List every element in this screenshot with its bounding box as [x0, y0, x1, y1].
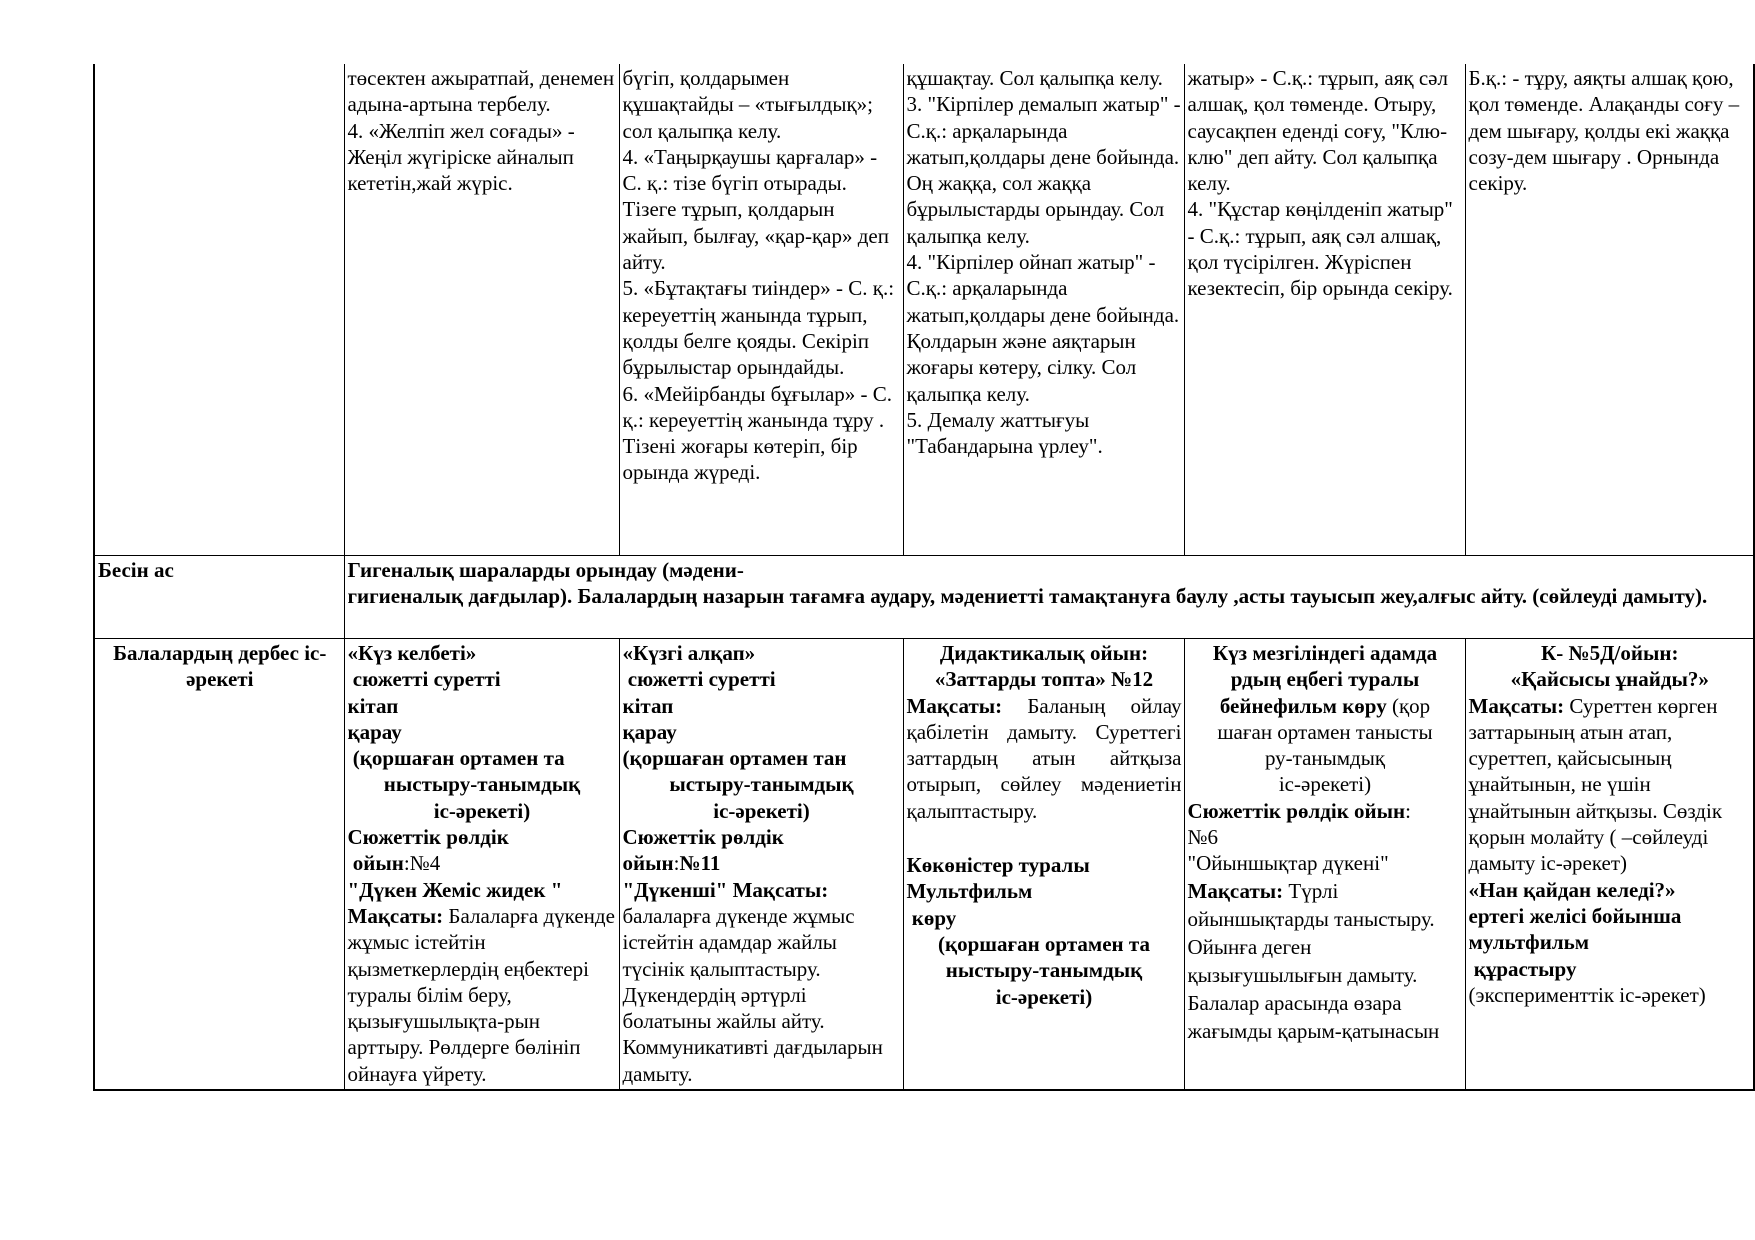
tale-title: ертегі желісі бойынша мультфильм: [1468, 903, 1682, 955]
activity-cell-4: [1184, 639, 1465, 1091]
lunch-text-line-2: гигиеналық дағдылар). Балалардың назарын тағамға аудару, мәдениетті тамақтануға баулу ,асты тауысып жеу,алғыс айту. (сөйлеуді дамыту).: [347, 584, 1708, 609]
lunch-content-cell: [344, 556, 1754, 639]
goal-label: Мақсаты:: [1468, 693, 1565, 718]
game-label: ойын: [622, 851, 674, 876]
activity-subtitle: кітап: [622, 693, 674, 718]
activity-area: (қоршаған ортамен тан: [622, 746, 847, 771]
goal-text: [1469, 693, 1752, 877]
film-title: Мультфильм: [906, 879, 1033, 904]
activity-subtitle: қарау: [622, 719, 677, 744]
activity-title: «Күз келбеті»: [347, 641, 477, 665]
film-title: көру: [906, 905, 957, 930]
tale-note: (эксперименттік іс-әрекет): [1468, 982, 1706, 1007]
goal-body: Суреттен көрген заттарының атын атап, суреттеп, қайсысының ұнайтынын, не үшін ұнайтынын айтқызы. Сөздік қорын молайту ( –сөйлеуді дамыту іс-әрекет): [1468, 693, 1723, 876]
film-title: Көкөністер туралы: [906, 853, 1090, 878]
game-colon: :: [1405, 798, 1411, 823]
game-label: Сюжеттік рөлдік: [622, 825, 784, 850]
activity-subtitle: қарау: [347, 719, 402, 744]
activity-area: ру-танымдық: [1264, 746, 1386, 771]
game-name: "Дүкен Жеміс жидек ": [347, 877, 563, 902]
table-row-independent-activity: [94, 639, 1754, 1091]
goal-text: [1188, 877, 1463, 1045]
goal-label: Мақсаты:: [1187, 878, 1284, 903]
activity-cell-2: [619, 639, 903, 1091]
activity-area: іс-әрекеті): [433, 798, 531, 823]
activity-subtitle: кітап: [347, 693, 399, 718]
activity-title: «Заттарды топта» №12: [934, 667, 1154, 692]
lunch-text-line-1: Гигеналық шараларды орындау (мәдени-: [347, 558, 744, 582]
goal-text: [907, 693, 1182, 824]
activity-cell-5: [1465, 639, 1754, 1091]
activity-title: К- №5Д/ойын:: [1541, 641, 1679, 665]
activity-area: іс-әрекеті): [1278, 772, 1372, 797]
game-number-line: [623, 850, 901, 876]
goal-label: Мақсаты:: [906, 693, 1003, 718]
activity-title: Күз мезгіліндегі адамда: [1212, 641, 1438, 665]
goal-text: [348, 903, 617, 1087]
activity-area: іс-әрекеті): [995, 984, 1093, 1009]
activity-title: «Күзгі алқап»: [622, 641, 756, 665]
game-number: №11: [679, 851, 721, 876]
goal-label: Мақсаты:: [347, 903, 444, 928]
activity-cell-3: [903, 639, 1184, 1091]
game-colon: :: [673, 851, 680, 876]
tale-title: «Нан қайдан келеді?»: [1468, 877, 1676, 902]
activity-area: (қоршаған ортамен та: [347, 746, 565, 771]
table-row-lunch: [94, 556, 1754, 639]
activity-title-line: [1188, 693, 1463, 719]
activity-area: ныстыру-танымдық: [383, 772, 581, 797]
game-name: "Дүкенші" Мақсаты:: [622, 877, 829, 902]
exercise-cell-4: жатыр» - С.қ.: тұрып, аяқ сәл алшақ, қол төменде. Отыру, саусақпен еденді соғу, "Клю-клю" деп айту. Сол қалыпқа келу. 4. "Құстар көңілденіп жатыр" - С.қ.: тұрып, аяқ сәл алшақ, қол түсірілген. Жүріспен кезектесіп, бір орында секіру.: [1184, 64, 1465, 556]
activity-area: (қор: [1386, 693, 1431, 718]
goal-body: Түрлі ойыншықтарды таныстыру. Ойынға деген қызығушылығын дамыту. Балалар арасында өзара жағымды қарым-қатынасын: [1187, 878, 1440, 1043]
exercise-cell-3: құшақтау. Сол қалыпқа келу. 3. "Кірпілер демалып жатыр" - С.қ.: арқаларында жатып,қолдары дене бойында. Оң жаққа, сол жаққа бұрылыстарды орындау. Сол қалыпқа келу. 4. "Кірпілер ойнап жатыр" - С.қ.: арқаларында жатып,қолдары дене бойында. Қолдарын және аяқтарын жоғары көтеру, сілку. Сол қалыпқа келу. 5. Демалу жаттығуы "Табандарына үрлеу".: [903, 64, 1184, 556]
activity-subtitle: сюжетті суретті: [622, 667, 776, 692]
goal-body: Балаларға дүкенде жұмыс істейтін қызметкерлердің еңбектері туралы білім беру, қызығушылықта-рын арттыру. Рөлдерге бөлініп ойнауға үйрету.: [347, 903, 615, 1086]
activity-title: бейнефильм көру: [1219, 693, 1387, 718]
activity-area: ыстыру-танымдық: [669, 772, 854, 797]
goal-body: Баланың ойлау қабілетін дамыту. Суреттегі заттардың атын айтқыза отырып, сөйлеу мәдениетін қалыптастыру.: [906, 693, 1182, 823]
activity-area: іс-әрекеті): [713, 798, 810, 823]
exercise-cell-2: бүгіп, қолдарымен құшақтайды – «тығылдық»; сол қалыпқа келу. 4. «Таңырқаушы қарғалар» - С. қ.: тізе бүгіп отырады. Тізеге тұрып, қолдарын жайып, былғау, «қар-қар» деп айту. 5. «Бұтақтағы тиіндер» - С. қ.: кереуеттің жанында тұрып, қолды белге қояды. Секіріп бұрылыстар орындайды. 6. «Мейірбанды бұғылар» - С. қ.: кереуеттің жанында тұру . Тізені жоғары көтеріп, бір орында жүреді.: [619, 64, 903, 556]
game-name: "Ойыншықтар дүкені": [1187, 851, 1389, 876]
game-label: Сюжеттік рөлдік ойын: [1187, 798, 1406, 823]
exercise-cell-5: Б.қ.: - тұру, аяқты алшақ қою, қол төменде. Алақанды соғу – дем шығару, қолды екі жаққа созу-дем шығару . Орнында секіру.: [1465, 64, 1754, 556]
activity-title: Дидактикалық ойын:: [939, 641, 1149, 665]
daily-plan-table: [93, 64, 1755, 1091]
tale-title: құрастыру: [1468, 956, 1577, 981]
activity-title: рдың еңбегі туралы: [1230, 667, 1420, 692]
game-number: :№4: [403, 851, 441, 876]
activity-area: шаған ортамен танысты: [1217, 719, 1433, 744]
spacer: [907, 824, 1182, 852]
goal-body: балаларға дүкенде жұмыс істейтін адамдар жайлы түсінік қалыптастыру. Дүкендердің әртүрлі болатыны жайлы айту. Коммуникативті дағдыларын дамыту.: [622, 903, 883, 1086]
game-label-line: [1188, 798, 1463, 824]
activity-area: ныстыру-танымдық: [945, 958, 1143, 983]
activity-cell-1: [344, 639, 619, 1091]
game-number: №6: [1187, 825, 1219, 850]
activity-subtitle: сюжетті суретті: [347, 667, 501, 692]
table-row-exercises: [94, 64, 1754, 556]
row-label-cell: [94, 64, 344, 556]
game-number-line: [348, 850, 617, 876]
row-label-lunch: Бесін ас: [94, 556, 344, 639]
activity-area: (қоршаған ортамен та: [938, 931, 1150, 956]
game-label: ойын: [347, 851, 404, 876]
exercise-cell-1: төсектен ажыратпай, денемен адына-артына тербелу. 4. «Желпіп жел соғады» - Жеңіл жүгіріске айналып кететін,жай жүріс.: [344, 64, 619, 556]
row-label-independent-activity: Балалардың дербес іс-әрекеті: [94, 639, 344, 1091]
game-label: Сюжеттік рөлдік: [347, 825, 509, 850]
activity-title: «Қайсысы ұнайды?»: [1510, 667, 1709, 692]
